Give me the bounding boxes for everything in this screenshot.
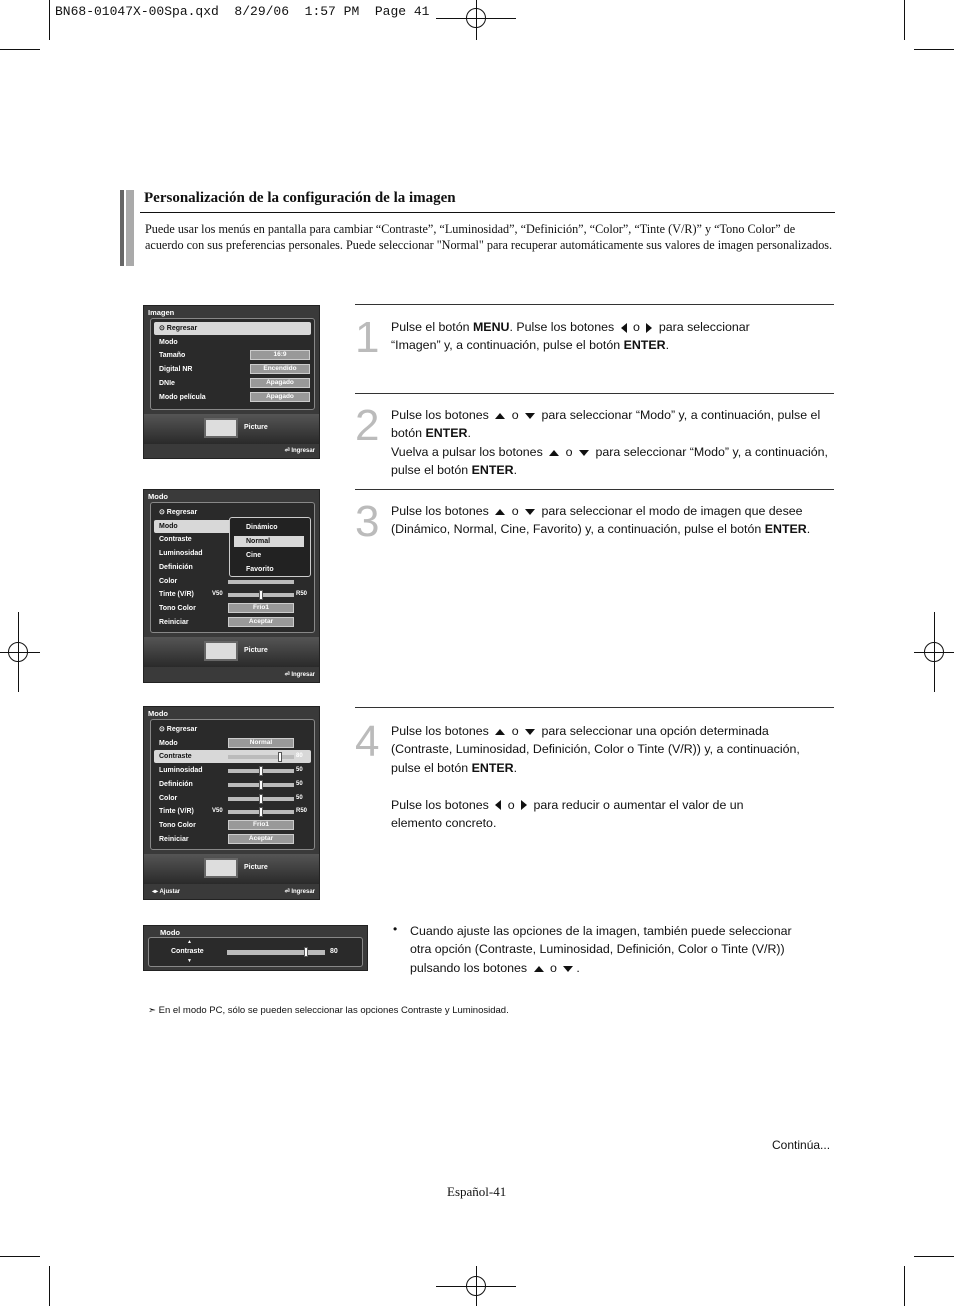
crop-mark	[49, 1266, 50, 1306]
osd-item-label: Modo	[159, 522, 178, 530]
up-arrow-icon	[495, 413, 505, 419]
osd-item-label: Modo película	[159, 393, 206, 401]
osd-menu-item[interactable]	[154, 349, 311, 362]
left-arrow-icon	[495, 800, 501, 810]
text-line: otra opción (Contraste, Luminosidad, Definición, Color o Tinte (V/R))	[410, 942, 785, 957]
osd-item-label: Definición	[159, 780, 193, 788]
osd-item-label: Modo	[159, 739, 178, 747]
osd-screen-modo-sliders	[143, 706, 320, 900]
text-line: Pulse los botones o para seleccionar una opción determinada	[391, 724, 769, 738]
slider-value: 80	[296, 753, 303, 760]
slider-knob[interactable]	[259, 807, 263, 817]
osd-item-label: ⊙ Regresar	[159, 509, 198, 516]
enter-hint-label: Ingresar	[291, 448, 315, 454]
text-line: Pulse los botones o para seleccionar el modo de imagen que desee	[391, 504, 803, 518]
slider-value: 50	[296, 780, 303, 787]
crop-mark	[914, 49, 954, 50]
osd-item-value: Encendido	[250, 364, 310, 374]
up-arrow-icon	[534, 966, 544, 972]
text-line: elemento concreto.	[391, 816, 497, 831]
osd-item-label: Tono Color	[159, 604, 196, 612]
step-number: 1	[355, 313, 380, 362]
left-arrow-icon	[621, 323, 627, 333]
tinte-left-label: V50	[212, 591, 223, 598]
text-line: (Dinámico, Normal, Cine, Favorito) y, a continuación, pulse el botón ENTER.	[391, 522, 811, 537]
registration-mark	[476, 0, 477, 40]
enter-hint: ⏎ Ingresar	[284, 448, 315, 454]
picture-label: Picture	[244, 864, 268, 871]
section-bar	[120, 190, 134, 266]
tinte-right-label: R50	[296, 591, 308, 598]
step-rule	[355, 393, 834, 394]
osd-item-value: Frío1	[228, 603, 294, 613]
slider-knob[interactable]	[259, 780, 263, 790]
page-footer: Español-41	[447, 1184, 507, 1199]
osd-menu-item[interactable]	[154, 805, 311, 818]
osd-item-label: Tinte (V/R)	[159, 591, 194, 599]
osd-item-label: Color	[159, 794, 178, 802]
text-line: Pulse el botón MENU. Pulse los botones o para seleccionar	[391, 320, 750, 334]
crop-mark	[904, 1266, 905, 1306]
step-rule	[355, 304, 834, 305]
osd-title: Modo	[148, 492, 168, 501]
osd-title: Modo	[148, 709, 168, 718]
value-slider[interactable]	[228, 797, 294, 801]
note-mark: ➣	[148, 1005, 156, 1016]
osd-item-value: Apagado	[250, 378, 310, 388]
slider-knob[interactable]	[259, 794, 263, 804]
osd-screen-imagen	[143, 305, 320, 459]
picture-label: Picture	[244, 647, 268, 654]
adjust-hint: ◂▸ Ajustar	[152, 889, 181, 895]
crop-mark	[0, 1256, 40, 1257]
osd-menu-item[interactable]	[154, 750, 311, 763]
section-intro: Puede usar los menús en pantalla para cambiar “Contraste”, “Luminosidad”, “Definición”, “Color”, “Tinte (V/R)” y “Tono Color” de acuerdo con sus preferencias personales. Puede seleccionar "Normal" para recuperar automáticamente sus valores de imagen personalizados.	[145, 222, 833, 252]
osd-title: Modo	[160, 928, 180, 937]
button-name: ENTER	[471, 760, 514, 775]
enter-hint-label: Ingresar	[291, 889, 315, 895]
step-rule	[355, 489, 834, 490]
mode-option[interactable]: Dinámico	[246, 524, 278, 531]
osd-item-value: 16:9	[250, 350, 310, 360]
osd-menu-item[interactable]	[154, 819, 311, 832]
enter-hint: ⏎ Ingresar	[284, 889, 315, 895]
osd-menu-item[interactable]	[154, 616, 311, 629]
osd-menu-panel	[150, 719, 315, 850]
osd-menu-item[interactable]	[154, 391, 311, 404]
step-text	[391, 318, 841, 355]
section-rule	[140, 212, 835, 213]
text-line: “Imagen” y, a continuación, pulse el botón ENTER.	[391, 338, 670, 353]
slider-knob[interactable]	[259, 590, 263, 600]
osd-item-label: Contraste	[159, 753, 192, 761]
text-line	[391, 777, 841, 795]
osd-item-value: Aceptar	[228, 834, 294, 844]
osd-menu-item[interactable]	[154, 336, 311, 349]
osd-menu-item[interactable]	[154, 377, 311, 390]
slider-knob[interactable]	[304, 947, 308, 957]
button-name: ENTER	[623, 338, 666, 353]
osd-menu-item[interactable]	[154, 588, 311, 601]
osd-item-label: Tono Color	[159, 821, 196, 829]
text-line: botón ENTER.	[391, 426, 471, 441]
step-number: 2	[355, 401, 380, 450]
slider-knob[interactable]	[278, 752, 282, 762]
value-slider[interactable]	[228, 810, 294, 814]
down-arrow-icon	[563, 966, 573, 972]
print-header: BN68-01047X-00Spa.qxd 8/29/06 1:57 PM Page 41	[55, 4, 430, 19]
crop-mark	[49, 0, 50, 40]
osd-menu-item[interactable]	[154, 764, 311, 777]
up-arrow-icon	[549, 450, 559, 456]
slider-value: 50	[296, 794, 303, 801]
down-arrow-icon	[525, 413, 535, 419]
step-number: 3	[355, 497, 380, 546]
osd-item-label: Reiniciar	[159, 618, 189, 626]
osd-item-label: Modo	[159, 338, 178, 346]
slider-value: R50	[296, 808, 308, 815]
contraste-value: 80	[330, 948, 338, 955]
button-name: ENTER	[471, 463, 514, 478]
mode-popup-list	[229, 517, 311, 577]
down-arrow-icon: ▼	[187, 958, 192, 964]
text-line: Vuelva a pulsar los botones o para seleccionar “Modo” y, a continuación,	[391, 444, 829, 459]
text-line: Pulse los botones o para reducir o aumentar el valor de un	[391, 797, 744, 812]
osd-item-label: ⊙ Regresar	[159, 325, 198, 332]
osd-slider-panel	[148, 937, 363, 967]
value-slider[interactable]	[228, 783, 294, 787]
step-text	[391, 722, 841, 832]
osd-menu-item[interactable]	[154, 322, 311, 335]
mode-option[interactable]: Cine	[246, 552, 262, 559]
osd-menu-panel	[150, 318, 315, 410]
osd-item-label: ⊙ Regresar	[159, 726, 198, 733]
osd-screen-contraste-bar	[143, 925, 368, 971]
osd-menu-panel	[150, 502, 315, 633]
slider-value: 50	[296, 767, 303, 774]
down-arrow-icon	[525, 509, 535, 515]
osd-item-value: Normal	[228, 738, 294, 748]
osd-item-label: Reiniciar	[159, 835, 189, 843]
right-arrow-icon	[521, 800, 527, 810]
picture-icon	[204, 858, 238, 878]
up-arrow-icon	[495, 509, 505, 515]
registration-mark	[0, 652, 40, 653]
button-name: MENU	[472, 320, 510, 334]
osd-item-label: Digital NR	[159, 366, 193, 374]
color-slider[interactable]	[228, 580, 294, 584]
text-line: Cuando ajuste las opciones de la imagen, también puede seleccionar	[410, 924, 792, 938]
slider-knob[interactable]	[259, 766, 263, 776]
registration-mark	[914, 652, 954, 653]
bullet-text	[410, 922, 810, 977]
osd-menu-item[interactable]	[154, 363, 311, 376]
note-text: En el modo PC, sólo se pueden seleccionar las opciones Contraste y Luminosidad.	[158, 1005, 509, 1016]
step-number: 4	[355, 717, 380, 766]
text-line: (Contraste, Luminosidad, Definición, Color o Tinte (V/R)) y, a continuación,	[391, 742, 800, 757]
osd-menu-item[interactable]	[154, 778, 311, 791]
osd-picture-strip	[144, 637, 319, 667]
crop-mark	[904, 0, 905, 40]
picture-icon	[204, 641, 238, 661]
down-arrow-icon	[525, 729, 535, 735]
button-name: ENTER	[425, 426, 468, 441]
osd-menu-item[interactable]	[154, 833, 311, 846]
enter-hint: ⏎ Ingresar	[284, 672, 315, 678]
tinte-slider[interactable]	[228, 593, 294, 597]
osd-item-label: Luminosidad	[159, 550, 203, 558]
osd-item-label: Contraste	[159, 536, 192, 544]
text-line: pulsando los botones o .	[410, 960, 580, 975]
step-text	[391, 502, 841, 539]
osd-screen-modo-popup	[143, 489, 320, 683]
osd-menu-item[interactable]	[154, 723, 311, 736]
osd-menu-item[interactable]	[154, 737, 311, 750]
osd-item-label: Tinte (V/R)	[159, 808, 194, 816]
value-slider[interactable]	[228, 755, 294, 759]
up-arrow-icon: ▲	[187, 939, 192, 945]
text-line: pulse el botón ENTER.	[391, 463, 518, 478]
bullet-mark: •	[393, 922, 398, 936]
step-text	[391, 406, 841, 480]
osd-title: Imagen	[148, 308, 175, 317]
osd-item-label: DNIe	[159, 379, 175, 387]
crop-mark	[914, 1256, 954, 1257]
picture-label: Picture	[244, 424, 268, 431]
osd-picture-strip	[144, 854, 319, 884]
osd-picture-strip	[144, 414, 319, 444]
crop-mark	[0, 49, 40, 50]
osd-item-label: Color	[159, 577, 178, 585]
mode-option[interactable]: Normal	[234, 536, 304, 547]
tinte-left-label: V50	[212, 808, 223, 815]
osd-menu-item[interactable]	[154, 792, 311, 805]
contraste-slider[interactable]	[227, 950, 325, 955]
registration-mark	[436, 1286, 516, 1287]
down-arrow-icon	[579, 450, 589, 456]
right-arrow-icon	[646, 323, 652, 333]
value-slider[interactable]	[228, 769, 294, 773]
text-line: pulse el botón ENTER.	[391, 760, 518, 775]
pc-mode-note	[148, 1005, 509, 1016]
osd-item-value: Apagado	[250, 392, 310, 402]
button-name: ENTER	[764, 522, 807, 537]
osd-menu-item[interactable]	[154, 602, 311, 615]
osd-item-label: Luminosidad	[159, 767, 203, 775]
registration-mark	[436, 18, 516, 19]
osd-item-value: Frío1	[228, 820, 294, 830]
adjust-hint-label: Ajustar	[159, 889, 181, 895]
text-line: Pulse los botones o para seleccionar “Modo” y, a continuación, pulse el	[391, 408, 821, 422]
step-rule	[355, 707, 834, 708]
contraste-label: Contraste	[171, 948, 204, 955]
up-arrow-icon	[495, 729, 505, 735]
osd-item-value: Aceptar	[228, 617, 294, 627]
enter-hint-label: Ingresar	[291, 672, 315, 678]
section-title: Personalización de la configuración de la imagen	[144, 190, 456, 206]
osd-item-label: Definición	[159, 563, 193, 571]
mode-option[interactable]: Favorito	[246, 566, 274, 573]
continua-label: Continúa...	[772, 1138, 831, 1152]
picture-icon	[204, 418, 238, 438]
osd-item-label: Tamaño	[159, 352, 186, 360]
